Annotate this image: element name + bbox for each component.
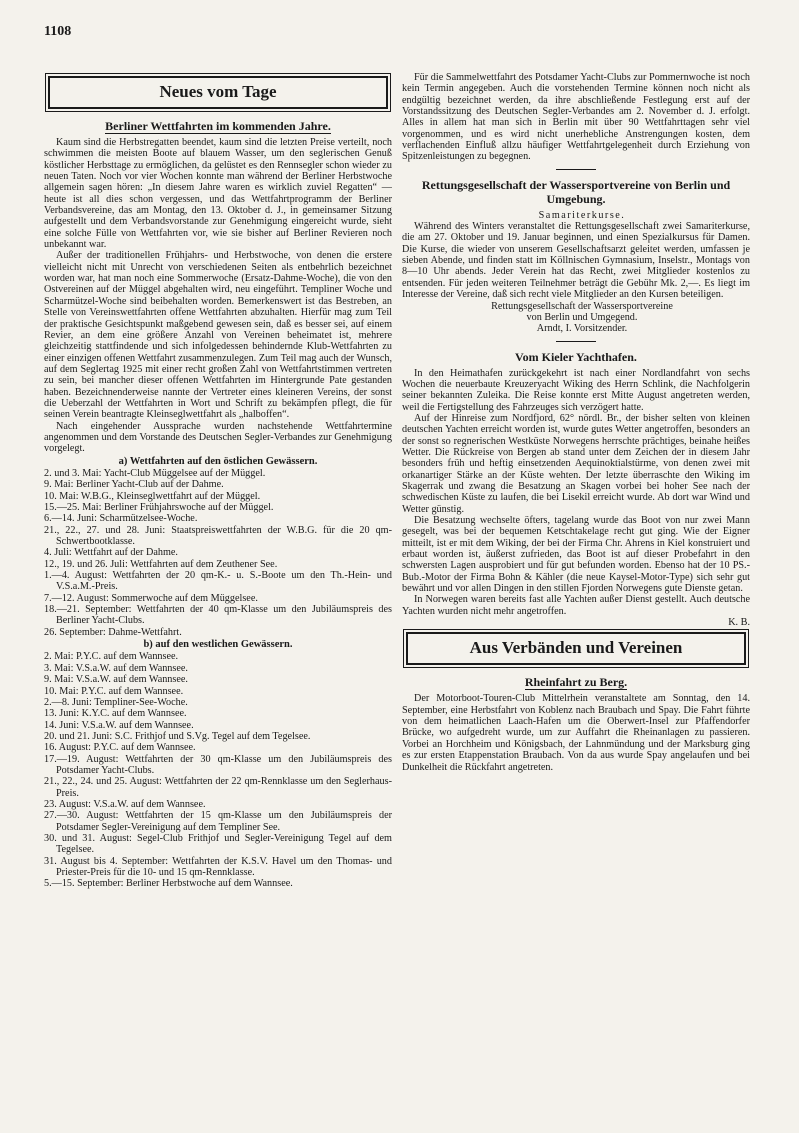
list-item: 1.—4. August: Wettfahrten der 20 qm-K.- u. S.-Boote um den Th.-Hein- und V.S.a.M.-Preis. [44, 570, 392, 593]
list-item: 9. Mai: Berliner Yacht-Club auf der Dahme. [44, 479, 224, 491]
divider [556, 341, 596, 342]
paragraph: Außer der traditionellen Frühjahrs- und Herbstwoche, von denen die erstere vielleicht nicht mit Unrecht von verschiedenen Seiten als entbehrlich bezeichnet worden war, hat man noch eine Sommerwoche (Ersatz-Dahme-Woche), die von den Ostvereinen auf der Müggel abgehalten wird, neu eingeführt. Templiner Woche und Scharmützel-Woche sind beibehalten worden. Bemerkenswert ist das Bestreben, an Stelle von Vereinswettfahrten offene Wettfahrten abzuhalten. Hierfür mag zum Teil der praktische Gesichtspunkt maßgebend gewesen sein, daß es besser sei, auf einem Revier, an dem eine größere Anzahl von Vereinen beheimatet ist, mehrere gleichzeitig stattfindende und sich infolgedessen behindernde Klub-Wettfahrten zu einer einzigen offenen Wettfahrt zusammenzulegen. Zum Teil mag auch der Wunsch, auf dem Seglertag 1925 mit einer recht großen Zahl von Wettfahrtstimmen vertreten zu sein, bei mancher dieser offenen Wettfahrten im Hintergrunde Pate gestanden haben. Bezeichnenderweise nannte der Vertreter eines kleineren Vereins, der sonst die Ueberzahl der Wettfahrten in Wort und Schrift zu bekämpfen pflegt, die für seinen Verein beantragte Kleinseglwettfahrt als „halboffen“. [44, 250, 392, 421]
paragraph: Die Besatzung wechselte öfters, tagelang wurde das Boot von nur zwei Mann gesegelt, was bei der bequemen Ketschtakelage recht gut ging. Wie der Eigner mitteilt, ist er mit dem Wiking, der bei der Firma Chr. Ahrens in Kiel konstruiert und erbaut worden ist, äußerst zufrieden, das Boot ist auf dieser Probefahrt in den schwersten Lagen ausprobiert und für gut befunden worden. Ebenso hat der 10 PS.-Bub.-Motor der Firma Bohn & Kähler (die neue Kaysel-Motor-Type) sich sehr gut bewährt und vor allen Dingen in den stillen Fjorden Norwegens gute Dienste getan. [402, 515, 750, 595]
paragraph: In Norwegen waren bereits fast alle Yachten außer Dienst gestellt. Auch deutsche Yachten wurden nicht mehr angetroffen. [402, 594, 750, 617]
list-item: 13. Juni: K.Y.C. auf dem Wannsee. [44, 708, 187, 720]
left-column [44, 72, 392, 890]
east-waters-heading: a) Wettfahrten auf den östlichen Gewässern. [118, 455, 318, 467]
list-item: 27.—30. August: Wettfahrten der 15 qm-Klasse um den Jubiläumspreis der Potsdamer Segler-Vereinigung auf dem Templiner See. [44, 810, 392, 833]
list-item: 31. August bis 4. September: Wettfahrten der K.S.V. Havel um den Thomas- und Priester-Preis für die 10- und 15 qm-Rennklasse. [44, 855, 392, 878]
continued-paragraph: Für die Sammelwettfahrt des Potsdamer Yacht-Clubs zur Pommernwoche ist noch kein Termin angegeben. Auch die vorstehenden Termine können noch nicht als endgültig bezeichnet werden, da ihre abschließende Festlegung erst auf der Vorstandssitzung des Deutschen Segler-Verbandes am 2. November d. J. erfolgt. Alles in allem hat man sich in Berlin mit über 90 Wettfahrttagen sehr viel vorgenommen, und es wird nicht unerhebliche Anstrengungen kosten, dem verflachenden Einfluß allzu häufiger Wettfahrtgelegenheit durch Erziehung von Spitzenleistungen zu begegnen. [402, 72, 750, 163]
article-title-wettfahrten-text: Berliner Wettfahrten im kommenden Jahre. [105, 119, 331, 133]
paragraph: Der Motorboot-Touren-Club Mittelrhein veranstaltete am Sonntag, den 14. September, eine Herbstfahrt von Koblenz nach Braubach und Spay. Die Fahrt führte von dem heimatlichen Laach-Hafen um die Oberwert-Insel zur Pfaffendorfer Brücke, wo aufgedreht wurde, um zur Auffahrt die Rheinanlagen zu passieren. Vorbei an Horchheim und Königsbach, der Lahnmündung und der Marksburg ging es zur ersten Etappenstation Braubach. Von da aus wurde Spay angelaufen und bei Dunkelheit die Rückfahrt angetreten. [402, 693, 750, 773]
list-item: 21., 22., 27. und 28. Juni: Staatspreiswettfahrten der W.B.G. für die 20 qm-Schwertbootklasse. [44, 524, 392, 548]
section-title-neues: Neues vom Tage [48, 76, 388, 109]
west-schedule-list [44, 651, 392, 889]
list-item: 26. September: Dahme-Wettfahrt. [44, 626, 182, 638]
list-item: 23. August: V.S.a.W. auf dem Wannsee. [44, 798, 206, 810]
list-item: 5.—15. September: Berliner Herbstwoche auf dem Wannsee. [44, 878, 293, 890]
signature-line: Arndt, I. Vorsitzender. [536, 323, 628, 335]
list-item: 18.—21. September: Wettfahrten der 40 qm-Klasse um den Jubiläumspreis des Berliner Yacht-Clubs. [44, 604, 392, 627]
paragraph: Auf der Hinreise zum Nordfjord, 62° nördl. Br., der bisher selten von kleinen deutschen Yachten erreicht worden ist, wurde gutes Wetter angetroffen, besonders an der sonst so regnerischen Westküste Norwegens herrschte prächtiges, beinahe heißes Wetter. Die Rückreise von Bergen ab stand unter dem Zeichen der in diesem Jahr besonders früh und heftig einsetzenden Aequinoktialstürme, von denen zwei mit orkanartiger Stärke an der Küste wehten. Der letzte überraschte den Wiking im Skagerrak und zwang die Besatzung an Skagen vorbei bei hoher See nach der schwedischen Küste zu laufen, die bei Lisekil erreicht wurde. Ab dort war Wind und Wetter günstig. [402, 412, 750, 515]
article-title-kiel: Vom Kieler Yachthafen. [515, 349, 637, 364]
list-item: 14. Juni: V.S.a.W. auf dem Wannsee. [44, 719, 194, 731]
signature-line: von Berlin und Umgegend. [526, 311, 638, 323]
article-title-rheinfahrt-text: Rheinfahrt zu Berg. [524, 675, 628, 690]
list-item: 4. Juli: Wettfahrt auf der Dahme. [44, 547, 178, 559]
list-item: 2.—8. Juni: Templiner-See-Woche. [44, 696, 188, 708]
article-title-wettfahrten [44, 119, 392, 133]
list-item: 2. Mai: P.Y.C. auf dem Wannsee. [44, 651, 179, 663]
divider [556, 169, 596, 170]
section-title-verbaende: Aus Verbänden und Vereinen [406, 632, 746, 665]
article-title-rettung: Rettungsgesellschaft der Wassersportvereine von Berlin und Umgebung. [421, 177, 731, 206]
list-item: 10. Mai: W.B.G., Kleinseglwettfahrt auf der Müggel. [44, 490, 261, 502]
author-initials: K. B. [728, 617, 750, 629]
list-item: 17.—19. August: Wettfahrten der 30 qm-Klasse um den Jubiläumspreis des Potsdamer Yacht-Clubs. [44, 753, 392, 776]
list-item: 12., 19. und 26. Juli: Wettfahrten auf dem Zeuthener See. [44, 558, 278, 570]
list-item: 6.—14. Juni: Scharmützelsee-Woche. [44, 513, 198, 525]
paragraph: Nach eingehender Aussprache wurden nachstehende Wettfahrtermine angenommen und dem Vorstande des Deutschen Segler-Verbandes zur Genehmigung vorgelegt. [44, 420, 392, 455]
east-schedule-list [44, 468, 392, 638]
paragraph: Kaum sind die Herbstregatten beendet, kaum sind die letzten Preise verteilt, noch schwimmen die meisten Boote auf blauem Wasser, um den seglerischen Genuß köstlicher Herbsttage zu ermöglichen, da gelüstet es den Rennsegler schon wieder zu neuen Taten. Noch vor vier Wochen konnte man während der Berliner Herbstwoche allgemein sagen hören: „In diesem Jahre waren es wirklich zuviel Regatten“ — heute ist all dies schon vergessen, und das Wettfahrtprogramm der Berliner Verbandsvereine, das am Montag, den 13. Oktober d. J., in gemeinsamer Sitzung aufgestellt und dem Verbandsvorstande zur Genehmigung eingereicht wurde, sieht eine solche Fülle von Wettfahrten vor, wie sie bisher auf Berliner Revieren noch unbekannt war. [44, 137, 392, 251]
article-title-rheinfahrt [402, 675, 750, 689]
list-item: 15.—25. Mai: Berliner Frühjahrswoche auf der Müggel. [44, 502, 274, 513]
paragraph: In den Heimathafen zurückgekehrt ist nach einer Nordlandfahrt von sechs Wochen die neuerbaute Kreuzeryacht Wiking des Herrn Schlink, die Nachfolgerin seiner bekannten Zuleika. Die Reise konnte erst Mitte August angetreten werden, weil die Fertigstellung des Fahrzeuges sich verzögert hatte. [402, 367, 750, 413]
right-column [402, 72, 750, 773]
list-item: 21., 22., 24. und 25. August: Wettfahrten der 22 qm-Rennklasse um den Seglerhaus-Preis. [44, 776, 392, 799]
list-item: 30. und 31. August: Segel-Club Frithjof und Segler-Vereinigung Tegel auf dem Tegelsee. [44, 832, 392, 856]
list-item: 9. Mai: V.S.a.W. auf dem Wannsee. [44, 674, 188, 686]
list-item: 2. und 3. Mai: Yacht-Club Müggelsee auf der Müggel. [44, 467, 266, 479]
list-item: 16. August: P.Y.C. auf dem Wannsee. [44, 742, 196, 754]
west-waters-heading: b) auf den westlichen Gewässern. [143, 639, 293, 651]
article-subtitle-samariter: Samariterkurse. [538, 209, 626, 221]
list-item: 10. Mai: P.Y.C. auf dem Wannsee. [44, 685, 184, 697]
list-item: 20. und 21. Juni: S.C. Frithjof und S.Vg. Tegel auf dem Tegelsee. [44, 730, 311, 742]
signature-line: Rettungsgesellschaft der Wassersportvereine [491, 300, 673, 312]
paragraph: Während des Winters veranstaltet die Rettungsgesellschaft zwei Samariterkurse, die am 27. Oktober und 19. Januar beginnen, und einen Spezialkursus für Damen. Die Kurse, die wieder von unserem Gesellschaftsarzt geleitet werden, umfassen je sieben Abende, und finden statt im Köllnischen Gymnasium, Inselstr., Montags von 8—10 Uhr abends. Jeder Verein hat das Recht, zwei Mitglieder kostenlos zu entsenden. Für jeden weiteren Teilnehmer beträgt die Gebühr Mk. 2,—. Es liegt im Interesse der Vereine, daß sich recht viele Mitglieder an den Kursen beteiligen. [402, 221, 750, 301]
list-item: 7.—12. August: Sommerwoche auf dem Müggelsee. [44, 592, 258, 604]
page-number: 1108 [44, 24, 72, 39]
list-item: 3. Mai: V.S.a.W. auf dem Wannsee. [44, 662, 188, 674]
